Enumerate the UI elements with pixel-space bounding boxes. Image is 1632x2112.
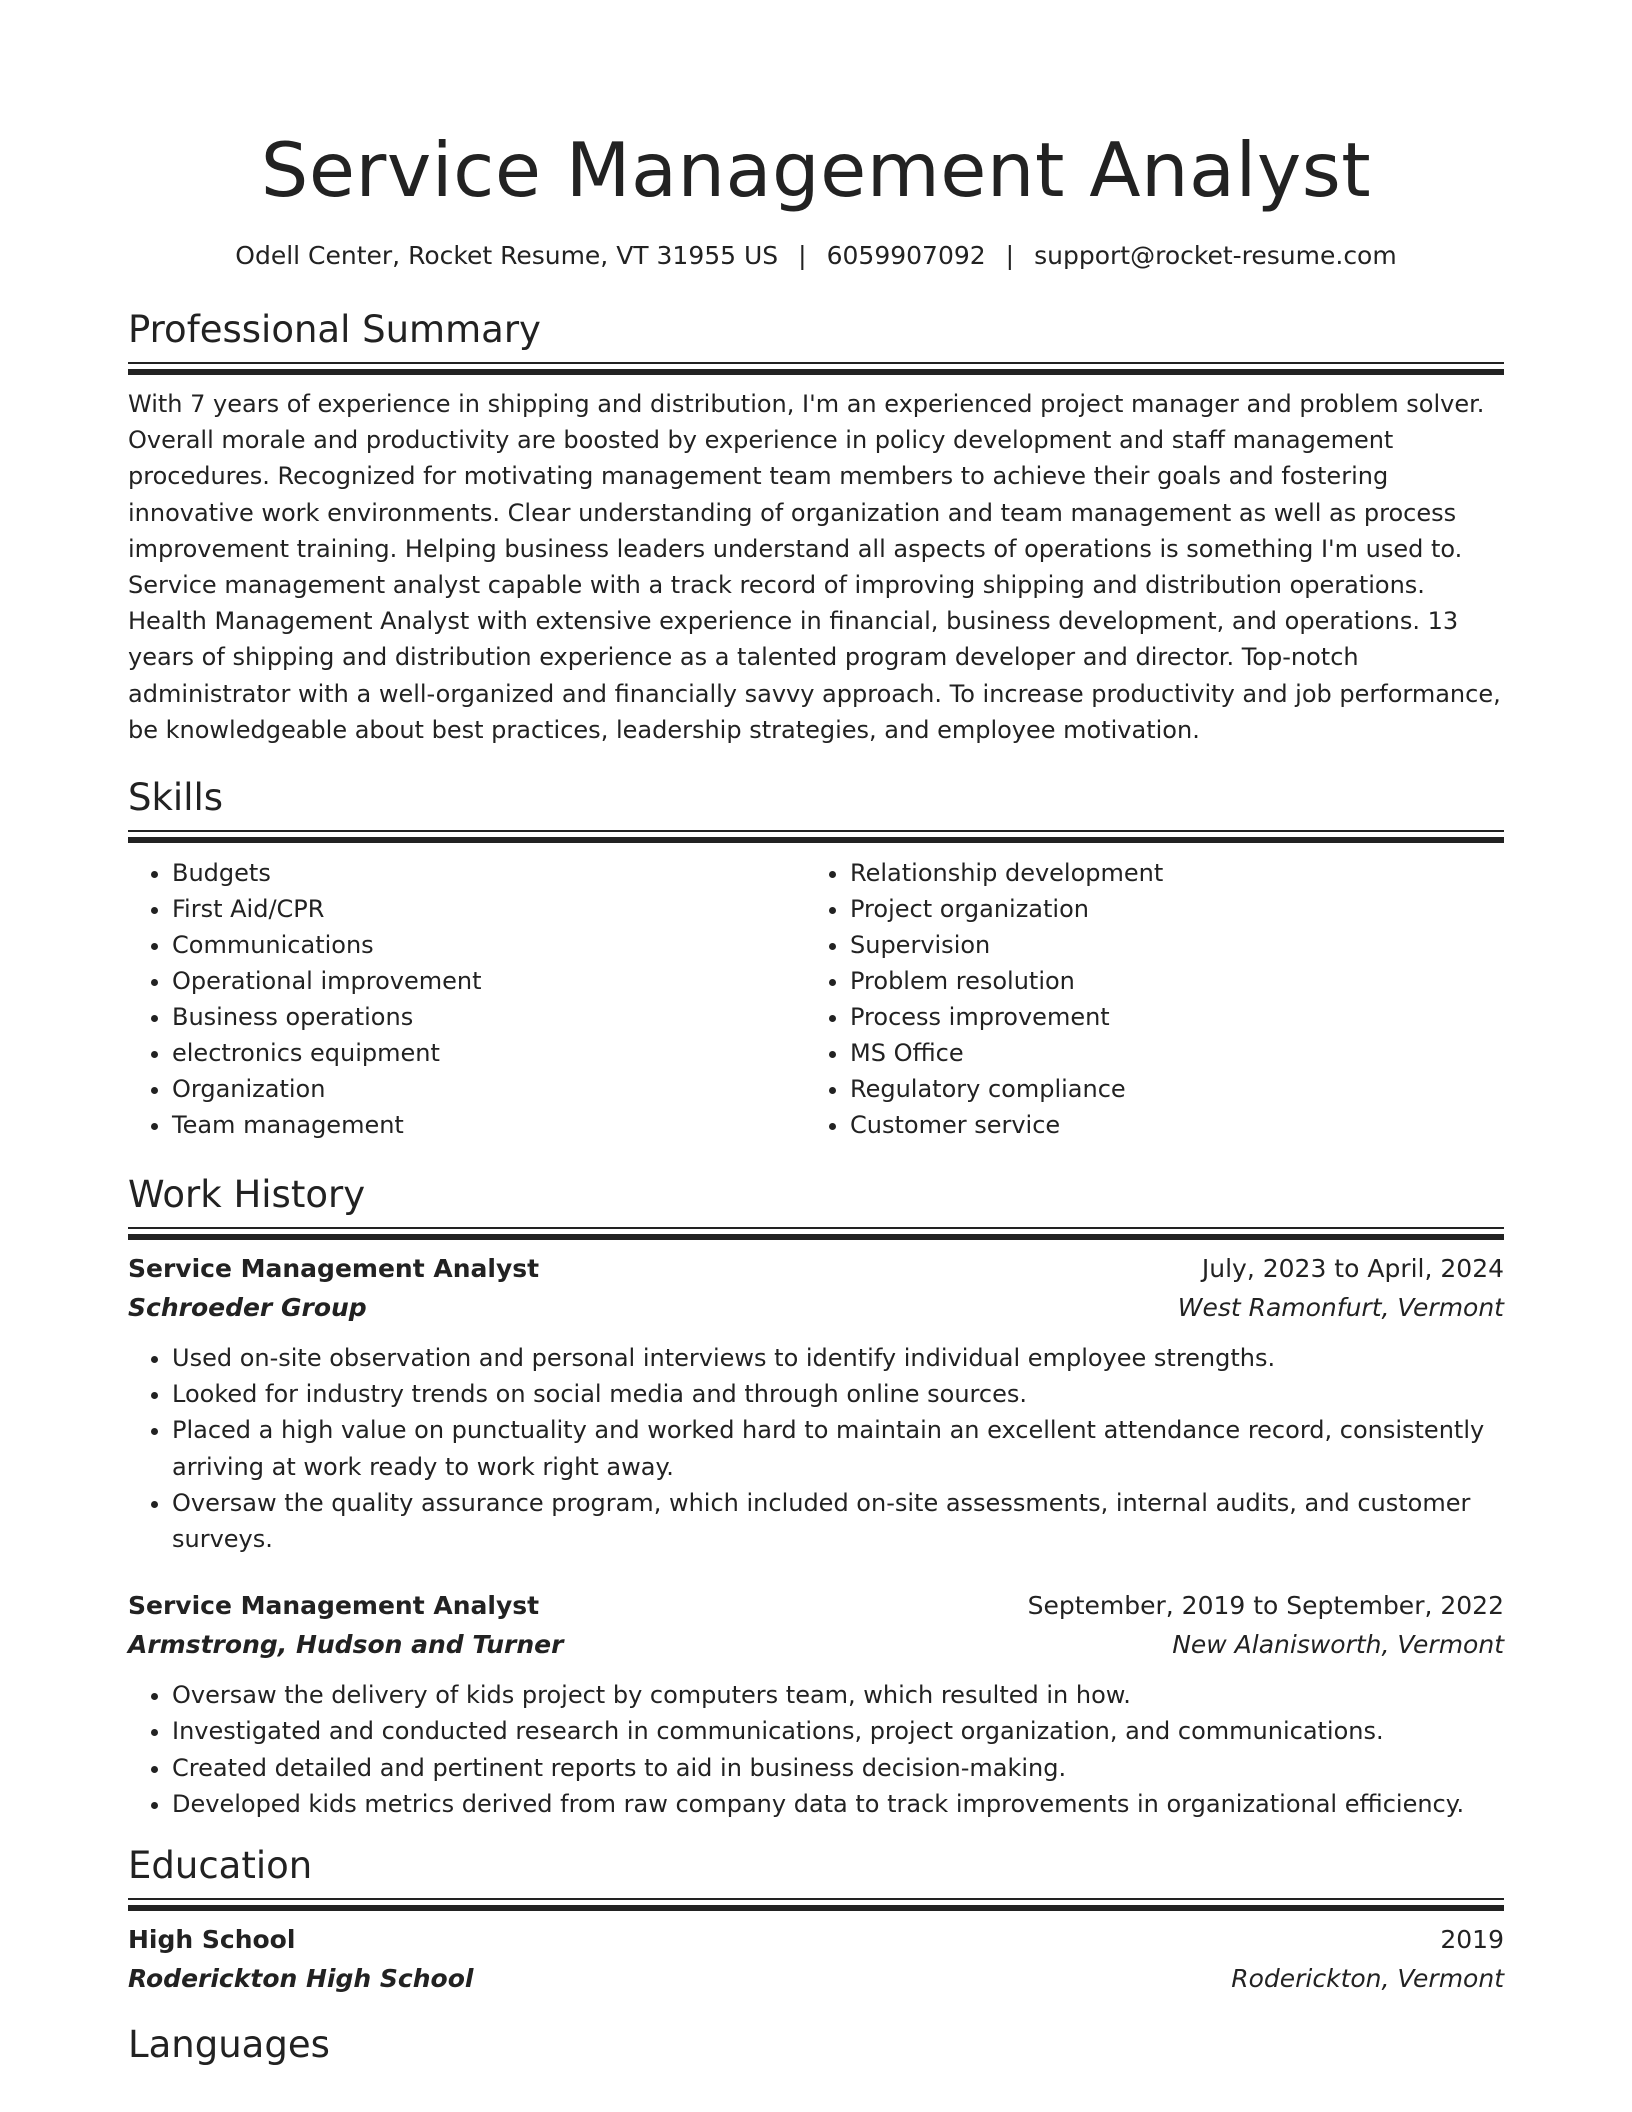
- skill-item: • Organization: [172, 1071, 806, 1107]
- skill-item: • electronics equipment: [172, 1035, 806, 1071]
- job-company-row: [128, 1288, 1504, 1328]
- job-bullet: • Oversaw the quality assurance program, which included on-site assessments, internal audits, and customer surveys.: [172, 1485, 1504, 1557]
- skill-item: • Business operations: [172, 999, 806, 1035]
- contact-email: support@rocket-resume.com: [1034, 241, 1397, 270]
- education-heading: Education: [128, 1844, 313, 1888]
- contact-separator: |: [798, 241, 807, 270]
- job-title: Service Management Analyst: [128, 1591, 540, 1621]
- skill-item: • Budgets: [172, 855, 806, 891]
- skill-item: • Supervision: [850, 927, 1484, 963]
- education-year: 2019: [1440, 1925, 1504, 1955]
- job-dates: September, 2019 to September, 2022: [1027, 1591, 1504, 1621]
- resume-name: Service Management Analyst: [260, 126, 1372, 214]
- job-dates: July, 2023 to April, 2024: [1201, 1254, 1504, 1284]
- summary-text: With 7 years of experience in shipping and distribution, I'm an experienced project manager and problem solver. Overall morale and productivity are boosted by experience in policy development and staff management procedures. Recognized for motivating management team members to achieve their goals and fostering innovative work environments. Clear understanding of organization and team management as well as process improvement training. Helping business leaders understand all aspects of operations is something I'm used to. Service management analyst capable with a track record of improving shipping and distribution operations. Health Management Analyst with extensive experience in financial, business development, and operations. 13 years of shipping and distribution experience as a talented program developer and director. Top-notch administrator with a well-organized and financially savvy approach. To increase productivity and job performance, be knowledgeable about best practices, leadership strategies, and employee motivation.: [128, 390, 1501, 744]
- skill-item: • Team management: [172, 1107, 806, 1143]
- languages-heading: Languages: [128, 2023, 330, 2067]
- education-school: Roderickton High School: [128, 1964, 474, 1994]
- skills-list-left: [128, 855, 806, 1143]
- job-entry: [128, 1250, 1504, 1557]
- skills-list-right: [806, 855, 1484, 1143]
- education-degree: High School: [128, 1925, 296, 1955]
- skill-item: • Operational improvement: [172, 963, 806, 999]
- job-location: West Ramonfurt, Vermont: [1177, 1293, 1504, 1323]
- skill-item: • Relationship development: [850, 855, 1484, 891]
- job-bullet: • Oversaw the delivery of kids project by computers team, which resulted in how.: [172, 1677, 1504, 1713]
- skill-item: • Customer service: [850, 1107, 1484, 1143]
- job-bullet: • Used on-site observation and personal interviews to identify individual employee strengths.: [172, 1340, 1504, 1376]
- job-bullet: • Looked for industry trends on social media and through online sources.: [172, 1376, 1504, 1412]
- education-school-row: [128, 1959, 1504, 1999]
- skill-item: • Process improvement: [850, 999, 1484, 1035]
- education-section: [128, 1844, 1504, 1999]
- work-history-heading: Work History: [128, 1173, 366, 1217]
- job-bullets: [128, 1340, 1504, 1557]
- section-divider: [128, 1898, 1504, 1905]
- job-bullet: • Placed a high value on punctuality and worked hard to maintain an excellent attendance record, consistently arriving at work ready to work right away.: [172, 1412, 1504, 1484]
- contact-address: Odell Center, Rocket Resume, VT 31955 US: [235, 241, 779, 270]
- section-divider: [128, 830, 1504, 837]
- job-location: New Alanisworth, Vermont: [1172, 1630, 1504, 1660]
- skill-item: • First Aid/CPR: [172, 891, 806, 927]
- resume-page: [128, 0, 1504, 2067]
- education-header-row: [128, 1921, 1504, 1959]
- section-divider: [128, 362, 1504, 369]
- job-company-row: [128, 1625, 1504, 1665]
- languages-section: [128, 2023, 1504, 2067]
- summary-section: [128, 308, 1504, 748]
- skills-columns: [128, 855, 1504, 1143]
- job-bullets: [128, 1677, 1504, 1822]
- contact-line: [128, 240, 1504, 272]
- section-divider: [128, 1227, 1504, 1234]
- job-company: Armstrong, Hudson and Turner: [128, 1630, 564, 1660]
- job-header-row: [128, 1587, 1504, 1625]
- skills-heading: Skills: [128, 776, 224, 820]
- job-company: Schroeder Group: [128, 1293, 367, 1323]
- summary-heading: Professional Summary: [128, 308, 541, 351]
- job-bullet: • Developed kids metrics derived from raw company data to track improvements in organizational efficiency.: [172, 1786, 1504, 1822]
- skill-item: • Communications: [172, 927, 806, 963]
- skill-item: • Regulatory compliance: [850, 1071, 1484, 1107]
- job-bullet: • Created detailed and pertinent reports to aid in business decision-making.: [172, 1750, 1504, 1786]
- job-header-row: [128, 1250, 1504, 1288]
- job-title: Service Management Analyst: [128, 1254, 540, 1284]
- education-location: Roderickton, Vermont: [1231, 1964, 1504, 1994]
- skill-item: • MS Office: [850, 1035, 1484, 1071]
- skills-section: [128, 776, 1504, 1143]
- contact-separator: |: [1005, 241, 1015, 270]
- skill-item: • Project organization: [850, 891, 1484, 927]
- contact-phone: 6059907092: [826, 241, 986, 270]
- work-history-section: [128, 1173, 1504, 1822]
- education-entry: [128, 1921, 1504, 1999]
- job-entry: [128, 1587, 1504, 1822]
- job-bullet: • Investigated and conducted research in communications, project organization, and communications.: [172, 1713, 1504, 1749]
- skill-item: • Problem resolution: [850, 963, 1484, 999]
